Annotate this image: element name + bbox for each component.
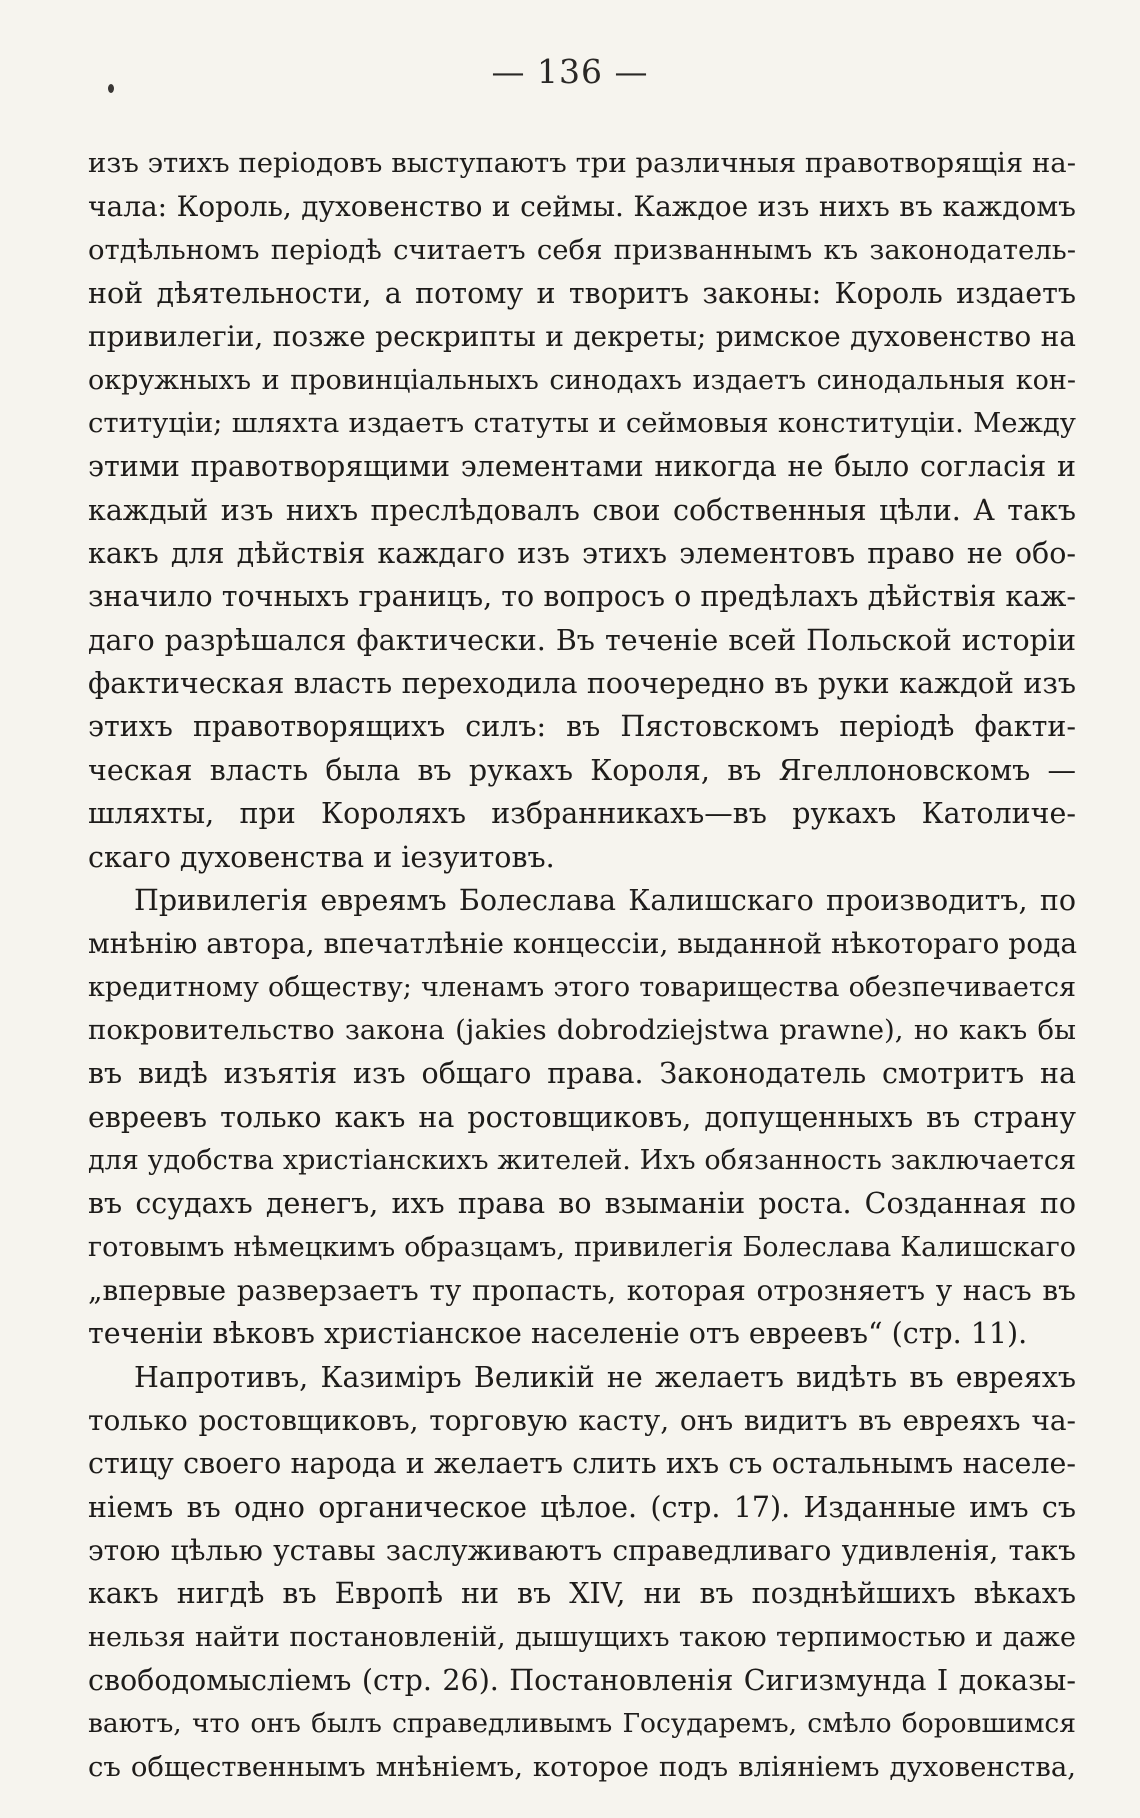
text-line: ніемъ въ одно органическое цѣлое. (стр. 17). Изданные имъ съ — [88, 1490, 1076, 1524]
text-line: какъ нигдѣ въ Европѣ ни въ XIV, ни въ позднѣйшихъ вѣкахъ — [88, 1577, 1076, 1611]
text-line: евреевъ только какъ на ростовщиковъ, допущенныхъ въ страну — [88, 1100, 1076, 1134]
text-line: значило точныхъ границъ, то вопросъ о предѣлахъ дѣйствія каж- — [88, 580, 1076, 614]
text-line: ституціи; шляхта издаетъ статуты и сеймовыя конституціи. Между — [88, 407, 1076, 440]
text-line: ческая власть была въ рукахъ Короля, въ Ягеллоновскомъ — — [88, 753, 1076, 787]
text-line: мнѣнію автора, впечатлѣніе концессіи, выданной нѣкотораго рода — [88, 927, 1078, 961]
text-line: даго разрѣшался фактически. Въ теченіе всей Польской исторіи — [88, 623, 1076, 657]
text-line: каждый изъ нихъ преслѣдовалъ свои собственныя цѣли. А такъ — [88, 493, 1076, 527]
text-line: скаго духовенства и іезуитовъ. — [88, 840, 555, 874]
text-line: нельзя найти постановленій, дышущихъ такою терпимостью и даже — [88, 1621, 1076, 1653]
text-line: этими правотворящими элементами никогда не было согласія и — [88, 450, 1076, 484]
text-line: теченіи вѣковъ христіанское населеніе отъ евреевъ“ (стр. 11). — [88, 1317, 1028, 1351]
text-line: съ общественнымъ мнѣніемъ, которое подъ вліяніемъ духовенства, — [88, 1750, 1076, 1783]
text-line: изъ этихъ періодовъ выступаютъ три различныя правотворящія на- — [88, 147, 1076, 179]
page-number: — 136 — — [491, 52, 649, 91]
paragraph — [88, 879, 1076, 1356]
text-line: фактическая власть переходила поочередно въ руки каждой изъ — [88, 667, 1076, 701]
text-line: привилегіи, позже рескрипты и декреты; римское духовенство на — [88, 320, 1076, 354]
paragraph — [88, 1356, 1076, 1789]
text-line: чала: Король, духовенство и сеймы. Каждое изъ нихъ въ каждомъ — [88, 190, 1076, 224]
text-line: въ видѣ изъятія изъ общаго права. Законодатель смотритъ на — [88, 1057, 1076, 1091]
body-text — [88, 142, 1076, 1789]
text-line: окружныхъ и провинціальныхъ синодахъ издаетъ синодальныя кон- — [88, 364, 1076, 396]
text-line: въ ссудахъ денегъ, ихъ права во взыманіи роста. Созданная по — [88, 1187, 1076, 1221]
text-line: Привилегія евреямъ Болеслава Калишскаго производитъ, по — [134, 883, 1076, 917]
text-line: этихъ правотворящихъ силъ: въ Пястовскомъ періодѣ факти- — [88, 710, 1076, 744]
text-line: для удобства христіанскихъ жителей. Ихъ обязанность заключается — [88, 1144, 1076, 1176]
text-line: только ростовщиковъ, торговую касту, онъ видитъ въ евреяхъ ча- — [88, 1403, 1076, 1437]
text-line: свободомысліемъ (стр. 26). Постановленія Сигизмунда I доказы- — [88, 1664, 1076, 1698]
text-line: ной дѣятельности, а потому и творитъ законы: Король издаетъ — [88, 277, 1076, 311]
text-line: покровительство закона (jakies dobrodziejstwa prawne), но какъ бы — [88, 1013, 1076, 1046]
text-line: готовымъ нѣмецкимъ образцамъ, привилегія Болеслава Калишскаго — [88, 1231, 1076, 1263]
text-line: „впервые разверзаетъ ту пропасть, которая отрозняетъ у насъ въ — [88, 1273, 1076, 1307]
text-line: ваютъ, что онъ былъ справедливымъ Государемъ, смѣло боровшимся — [88, 1708, 1076, 1740]
text-line: Напротивъ, Казиміръ Великій не желаетъ видѣть въ евреяхъ — [134, 1360, 1076, 1394]
paragraph — [88, 142, 1076, 879]
text-line: кредитному обществу; членамъ этого товарищества обезпечивается — [88, 971, 1076, 1003]
text-line: отдѣльномъ періодѣ считаетъ себя призваннымъ къ законодатель- — [88, 233, 1076, 266]
text-line: стицу своего народа и желаетъ слить ихъ съ остальнымъ населе- — [88, 1447, 1076, 1481]
text-line: шляхты, при Короляхъ избранникахъ—въ рукахъ Католиче- — [88, 797, 1076, 831]
text-line: какъ для дѣйствія каждаго изъ этихъ элементовъ право не обо- — [88, 537, 1076, 571]
text-line: этою цѣлью уставы заслуживаютъ справедливаго удивленія, такъ — [88, 1534, 1076, 1567]
